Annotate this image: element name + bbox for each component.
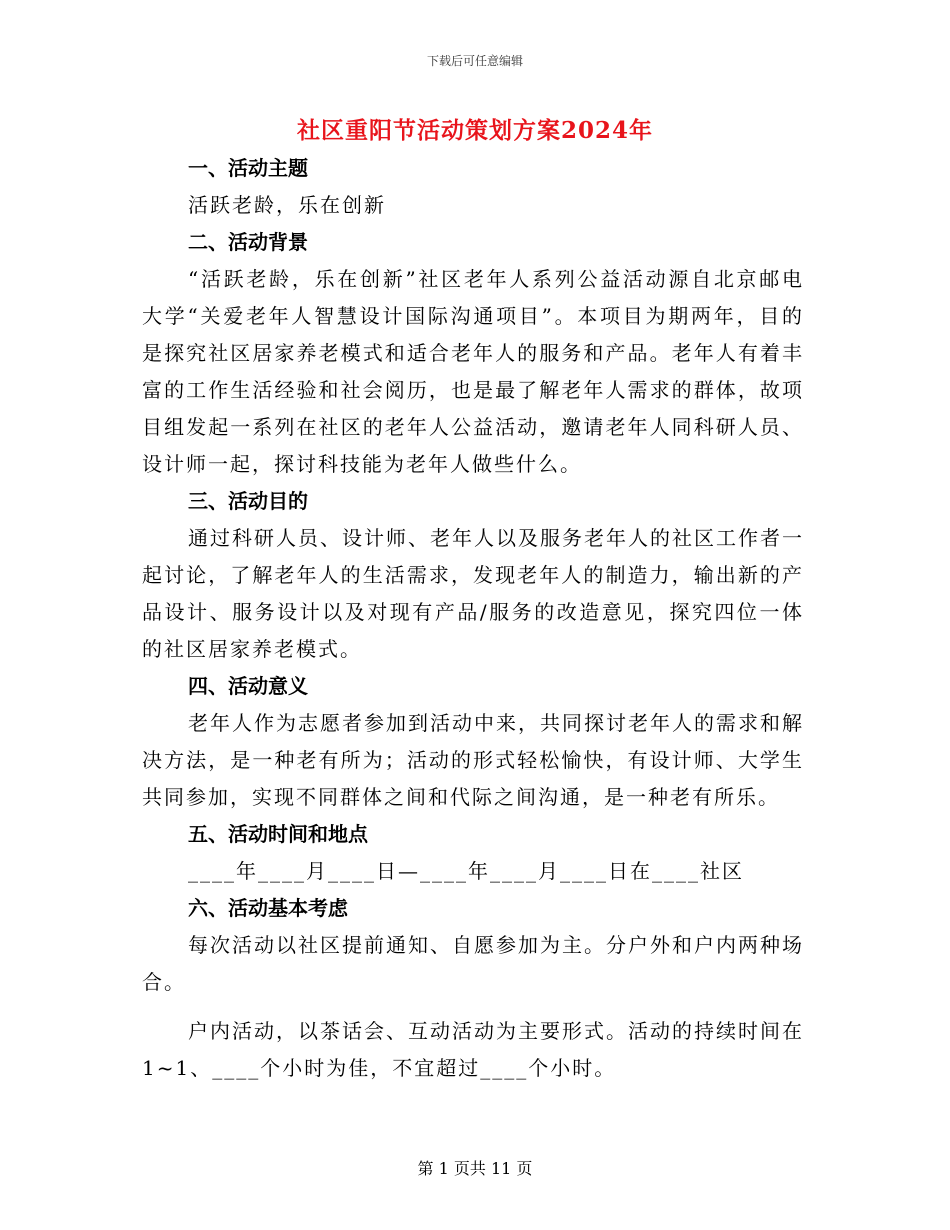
document-title: 社区重阳节活动策划方案2024年 <box>296 117 653 144</box>
section-paragraph: 每次活动以社区提前通知、自愿参加为主。分户外和户内两种场合。 <box>142 933 804 994</box>
section-heading-significance: 四、活动意义 <box>188 674 308 698</box>
section-heading-background: 二、活动背景 <box>188 230 308 254</box>
section-paragraph: 活跃老龄，乐在创新 <box>188 193 386 217</box>
section-paragraph: “活跃老龄，乐在创新”社区老年人系列公益活动源自北京邮电大学“关爱老年人智慧设计国际沟通项目”。本项目为期两年，目的是探究社区居家养老模式和适合老年人的服务和产品。老年人有着丰富的工作生活经验和社会阅历，也是最了解老年人需求的群体，故项目组发起一系列在社区的老年人公益活动，邀请老年人同科研人员、设计师一起，探讨科技能为老年人做些什么。 <box>142 267 804 476</box>
section-paragraph: 户内活动，以茶话会、互动活动为主要形式。活动的持续时间在1~1、____个小时为佳，不宜超过____个小时。 <box>142 1019 804 1080</box>
page-number: 第 1 页共 11 页 <box>417 1159 533 1178</box>
section-heading-considerations: 六、活动基本考虑 <box>188 896 348 920</box>
section-heading-time-place: 五、活动时间和地点 <box>188 822 368 846</box>
section-heading-purpose: 三、活动目的 <box>188 489 308 513</box>
section-paragraph: 老年人作为志愿者参加到活动中来，共同探讨老年人的需求和解决方法，是一种老有所为；活动的形式轻松愉快，有设计师、大学生共同参加，实现不同群体之间和代际之间沟通，是一种老有所乐。 <box>142 711 804 809</box>
document-body <box>142 150 804 1087</box>
page-header: 下载后可任意编辑 <box>426 54 523 68</box>
section-paragraph: 通过科研人员、设计师、老年人以及服务老年人的社区工作者一起讨论，了解老年人的生活需求，发现老年人的制造力，输出新的产品设计、服务设计以及对现有产品/服务的改造意见，探究四位一体的社区居家养老模式。 <box>142 526 804 661</box>
section-heading-theme: 一、活动主题 <box>188 156 308 180</box>
section-paragraph: ____年____月____日—____年____月____日在____社区 <box>188 859 744 883</box>
